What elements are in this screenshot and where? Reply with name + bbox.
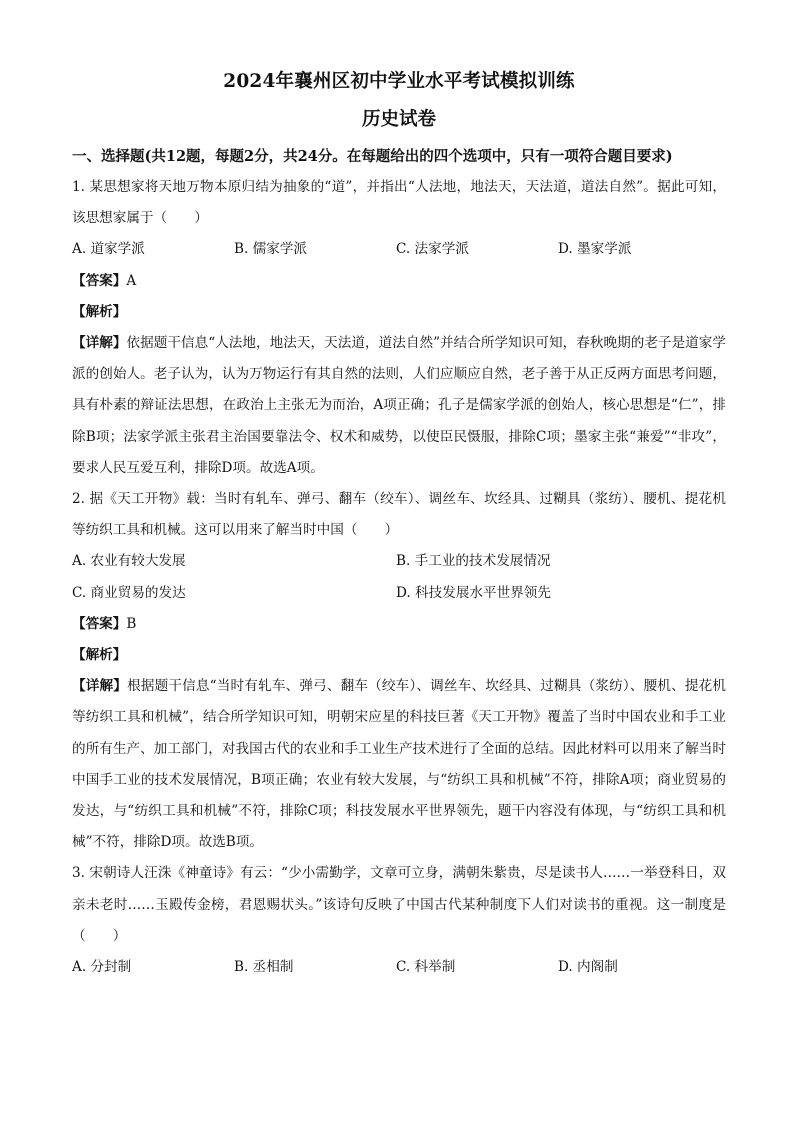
answer-line	[72, 609, 726, 640]
option-a: A. 分封制	[72, 959, 132, 976]
option-d: D. 内阁制	[558, 959, 618, 976]
option-a: A. 农业有较大发展	[72, 553, 186, 570]
option-b: B. 丞相制	[234, 959, 294, 976]
question-stem: 3. 宋朝诗人汪洙《神童诗》有云：“少小需勤学，文章可立身，满朝朱紫贵，尽是读书人……一举登科日，双亲未老时……玉殿传金榜，君恩赐状头。”该诗句反映了中国古代某种制度下人们对读书的重视。这一制度是（ ）	[72, 865, 726, 944]
question-stem: 2. 据《天工开物》载：当时有轧车、弹弓、翻车（绞车）、调丝车、坎经具、过糊具（浆纺）、腰机、提花机等纺织工具和机械。这可以用来了解当时中国（ ）	[72, 491, 726, 539]
answer-label: 【答案】	[72, 272, 127, 289]
answer-value: A	[126, 272, 137, 289]
exam-subject: 历史试卷	[361, 109, 436, 130]
option-list	[72, 578, 726, 609]
option-a: A. 道家学派	[72, 241, 145, 258]
detail-text: 根据题干信息“当时有轧车、弹弓、翻车（绞车）、调丝车、坎经具、过糊具（浆纺）、腰机、提花机等纺织工具和机械”，结合所学知识可知，明朝宋应星的科技巨著《天工开物》覆盖了当时中国农业和手工业的所有生产、加工部门，对我国古代的农业和手工业生产技术进行了全面的总结。因此材料可以用来了解当时中国手工业的技术发展情况，B项正确；农业有较大发展，与“纺织工具和机械”不符，排除A项；商业贸易的发达，与“纺织工具和机械”不符，排除C项；科技发展水平世界领先，题干内容没有体现，与“纺织工具和机械”不符，排除D项。故选B项。	[72, 678, 726, 851]
detail-label: 【详解】	[72, 678, 128, 695]
option-d: D. 墨家学派	[558, 241, 632, 258]
detail-text: 依据题干信息“人法地，地法天，天法道，道法自然”并结合所学知识可知，春秋晚期的老子是道家学派的创始人。老子认为，认为万物运行有其自然的法则，人们应顺应自然，老子善于从正反两方面思考问题，具有朴素的辩证法思想，在政治上主张无为而治，A项正确；孔子是儒家学派的创始人，核心思想是“仁”，排除B项；法家学派主张君主治国要靠法令、权术和威势，以使臣民慑服，排除C项；墨家主张“兼爱”“非攻”，要求人民互爱互利，排除D项。故选A项。	[72, 335, 726, 476]
answer-label: 【答案】	[72, 615, 127, 632]
section-heading: 一、选择题(共12题，每题2分，共24分。在每题给出的四个选项中，只有一项符合题目要求)	[72, 148, 673, 165]
option-list	[72, 234, 726, 265]
option-c: C. 科举制	[396, 959, 456, 976]
analysis-line	[72, 297, 726, 328]
analysis-label: 【解析】	[72, 647, 127, 664]
question-1	[72, 172, 726, 484]
analysis-line	[72, 640, 726, 671]
question-2	[72, 484, 726, 858]
option-b: B. 儒家学派	[234, 241, 308, 258]
option-c: C. 法家学派	[396, 241, 469, 258]
option-c: C. 商业贸易的发达	[72, 584, 186, 601]
analysis-label: 【解析】	[72, 303, 127, 320]
answer-value: B	[126, 615, 137, 632]
detail-label: 【详解】	[72, 335, 127, 352]
exam-title: 2024年襄州区初中学业水平考试模拟训练	[223, 71, 575, 92]
detail-paragraph	[72, 671, 726, 858]
answer-line	[72, 266, 726, 297]
option-list	[72, 546, 726, 577]
detail-paragraph	[72, 328, 726, 484]
option-list	[72, 952, 726, 983]
option-d: D. 科技发展水平世界领先	[396, 584, 551, 601]
question-stem: 1. 某思想家将天地万物本原归结为抽象的“道”，并指出“人法地，地法天，天法道，道法自然”。据此可知，该思想家属于（ ）	[72, 179, 726, 227]
option-b: B. 手工业的技术发展情况	[396, 553, 551, 570]
question-3	[72, 858, 726, 983]
